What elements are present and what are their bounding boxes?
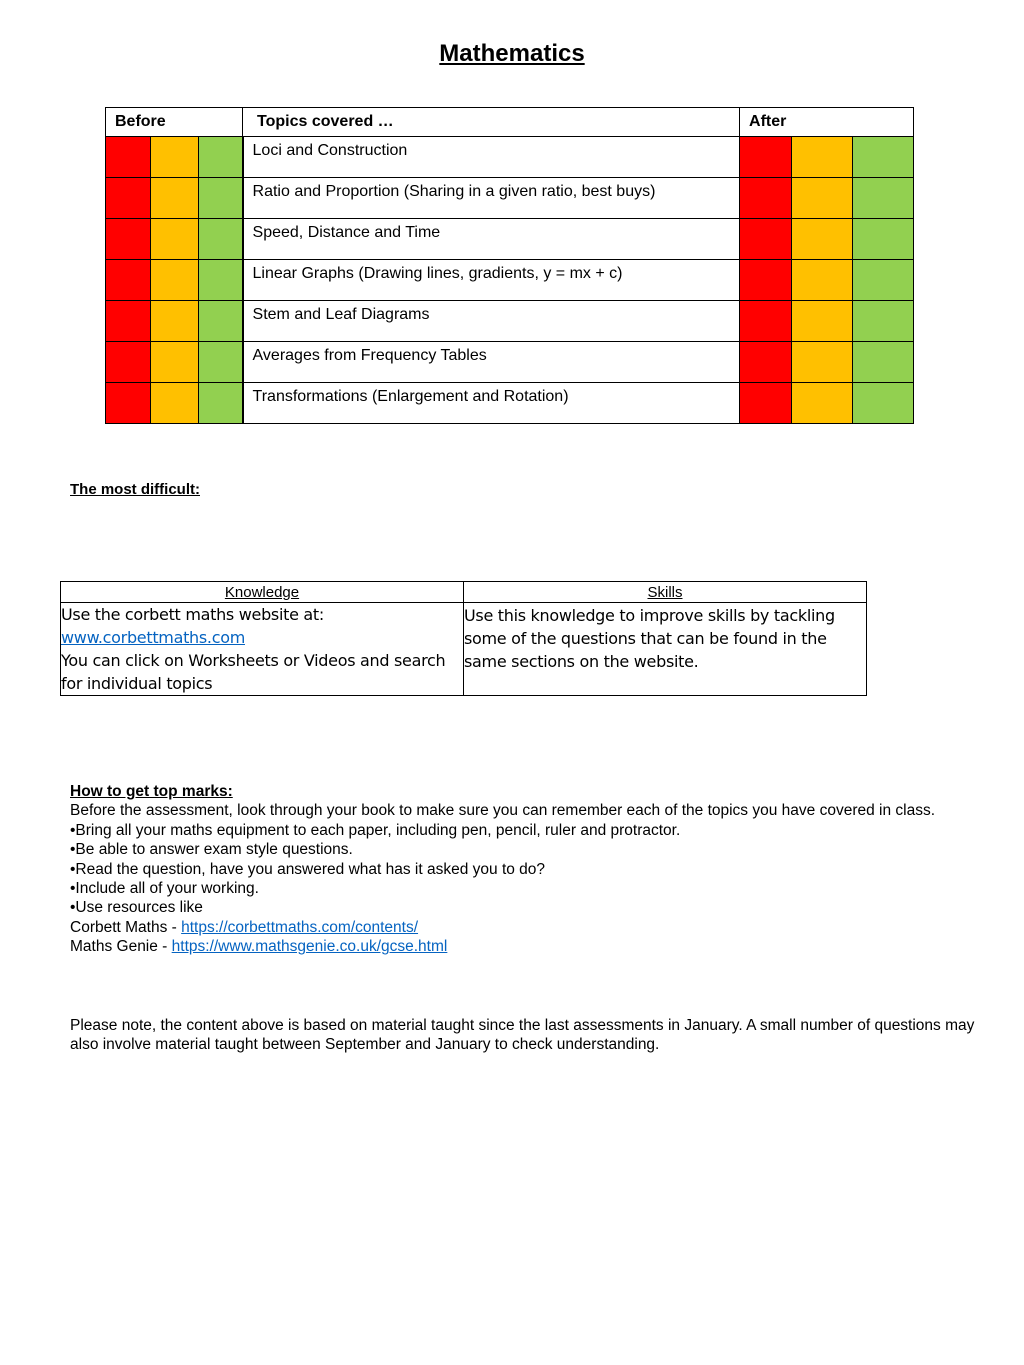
after-red-cell[interactable]: [740, 383, 792, 424]
page-title: Mathematics: [439, 40, 585, 67]
after-amber-cell[interactable]: [792, 260, 853, 301]
before-red-cell[interactable]: [106, 383, 151, 424]
topic-row: [106, 219, 914, 260]
resource-label: Corbett Maths -: [70, 918, 182, 936]
before-green-cell[interactable]: [199, 260, 243, 301]
before-red-cell[interactable]: [106, 342, 151, 383]
tip-item: •Use resources like: [70, 899, 203, 917]
before-amber-cell[interactable]: [151, 178, 199, 219]
topics-rating-table: [105, 107, 914, 424]
resource-list: [70, 918, 1000, 957]
top-marks-section: [70, 782, 1000, 957]
tip-item: •Read the question, have you answered what has it asked you to do?: [70, 860, 546, 878]
skills-cell: [464, 603, 867, 696]
before-amber-cell[interactable]: [151, 137, 199, 178]
after-green-cell[interactable]: [853, 260, 914, 301]
before-green-cell[interactable]: [199, 383, 243, 424]
before-red-cell[interactable]: [106, 301, 151, 342]
topic-name: Stem and Leaf Diagrams: [243, 301, 740, 342]
top-marks-heading: How to get top marks:: [70, 783, 233, 800]
resource-item: [70, 937, 1000, 956]
before-red-cell[interactable]: [106, 137, 151, 178]
topic-row: [106, 178, 914, 219]
topic-name: Averages from Frequency Tables: [243, 342, 740, 383]
after-red-cell[interactable]: [740, 178, 792, 219]
top-marks-list: [70, 821, 1000, 918]
after-green-cell[interactable]: [853, 342, 914, 383]
after-red-cell[interactable]: [740, 342, 792, 383]
before-header: Before: [106, 108, 243, 137]
after-green-cell[interactable]: [853, 383, 914, 424]
most-difficult-label: The most difficult:: [70, 481, 200, 498]
after-green-cell[interactable]: [853, 137, 914, 178]
after-red-cell[interactable]: [740, 260, 792, 301]
before-green-cell[interactable]: [199, 301, 243, 342]
after-header: After: [740, 108, 914, 137]
before-red-cell[interactable]: [106, 219, 151, 260]
skills-header: Skills: [464, 582, 867, 603]
before-amber-cell[interactable]: [151, 301, 199, 342]
topic-row: [106, 342, 914, 383]
topic-row: [106, 260, 914, 301]
knowledge-skills-table: [60, 581, 867, 696]
topic-row: [106, 137, 914, 178]
after-red-cell[interactable]: [740, 219, 792, 260]
after-amber-cell[interactable]: [792, 137, 853, 178]
after-amber-cell[interactable]: [792, 301, 853, 342]
assessment-note: Please note, the content above is based on material taught since the last assessments in January. A small number of questions may also involve material taught between September and January to check understanding.: [70, 1017, 975, 1054]
before-amber-cell[interactable]: [151, 260, 199, 301]
before-green-cell[interactable]: [199, 342, 243, 383]
topic-name: Transformations (Enlargement and Rotation): [243, 383, 740, 424]
corbettmaths-link[interactable]: www.corbettmaths.com: [61, 628, 245, 647]
before-red-cell[interactable]: [106, 260, 151, 301]
after-green-cell[interactable]: [853, 219, 914, 260]
after-amber-cell[interactable]: [792, 178, 853, 219]
before-amber-cell[interactable]: [151, 219, 199, 260]
after-green-cell[interactable]: [853, 301, 914, 342]
resource-label: Maths Genie -: [70, 938, 172, 956]
after-amber-cell[interactable]: [792, 342, 853, 383]
knowledge-header: Knowledge: [61, 582, 464, 603]
resource-link[interactable]: https://www.mathsgenie.co.uk/gcse.html: [171, 938, 448, 956]
before-green-cell[interactable]: [199, 178, 243, 219]
before-red-cell[interactable]: [106, 178, 151, 219]
resource-item: [70, 918, 1000, 937]
after-amber-cell[interactable]: [792, 219, 853, 260]
topics-header: Topics covered …: [243, 108, 740, 137]
topic-row: [106, 301, 914, 342]
knowledge-instructions: You can click on Worksheets or Videos and search for individual topics: [61, 651, 446, 693]
knowledge-cell: [61, 603, 464, 696]
tip-item: •Include all of your working.: [70, 880, 259, 898]
resource-link[interactable]: https://corbettmaths.com/contents/: [181, 918, 419, 936]
skills-text: Use this knowledge to improve skills by tackling some of the questions that can be found in the same sections on the website.: [464, 606, 835, 671]
after-red-cell[interactable]: [740, 137, 792, 178]
before-amber-cell[interactable]: [151, 383, 199, 424]
tip-item: •Be able to answer exam style questions.: [70, 841, 353, 859]
topic-name: Speed, Distance and Time: [243, 219, 740, 260]
before-green-cell[interactable]: [199, 219, 243, 260]
after-amber-cell[interactable]: [792, 383, 853, 424]
topic-name: Loci and Construction: [243, 137, 740, 178]
before-amber-cell[interactable]: [151, 342, 199, 383]
after-red-cell[interactable]: [740, 301, 792, 342]
before-green-cell[interactable]: [199, 137, 243, 178]
topic-row: [106, 383, 914, 424]
topic-name: Linear Graphs (Drawing lines, gradients, y = mx + c): [243, 260, 740, 301]
tip-item: •Bring all your maths equipment to each paper, including pen, pencil, ruler and protractor.: [70, 821, 681, 839]
topic-name: Ratio and Proportion (Sharing in a given ratio, best buys): [243, 178, 740, 219]
top-marks-intro: Before the assessment, look through your book to make sure you can remember each of the topics you have covered in class.: [70, 802, 936, 820]
after-green-cell[interactable]: [853, 178, 914, 219]
knowledge-text: Use the corbett maths website at:: [61, 605, 324, 624]
